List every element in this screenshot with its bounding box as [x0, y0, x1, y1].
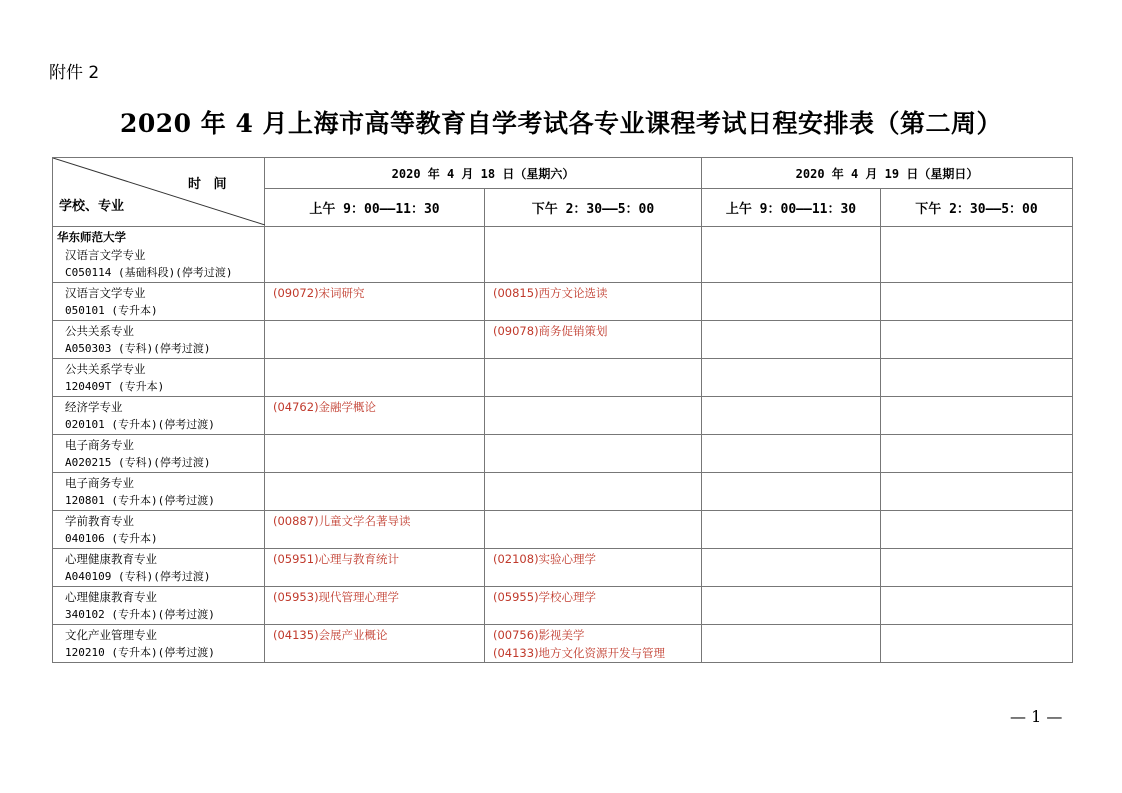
course-cell	[881, 283, 1073, 321]
program-name: 经济学专业	[65, 400, 123, 414]
course-cell	[881, 473, 1073, 511]
program-code: 120801 (专升本)(停考过渡)	[65, 494, 215, 507]
day2-am-header: 上午 9：00——11：30	[702, 189, 881, 227]
course-cell	[881, 511, 1073, 549]
course-cell	[881, 227, 1073, 283]
course-cell	[485, 359, 702, 397]
course-cell	[265, 227, 485, 283]
day1-header: 2020 年 4 月 18 日（星期六）	[265, 158, 702, 189]
program-name: 心理健康教育专业	[65, 590, 157, 604]
course-cell	[265, 549, 485, 587]
document-title: 2020 年 4 月上海市高等教育自学考试各专业课程考试日程安排表（第二周）	[119, 109, 1003, 138]
program-name: 公共关系学专业	[65, 362, 146, 376]
program-name: 公共关系专业	[65, 324, 134, 338]
course-cell	[265, 397, 485, 435]
table-row	[53, 549, 1073, 587]
course-cell	[702, 283, 881, 321]
program-name: 汉语言文学专业	[65, 248, 146, 262]
program-code: C050114 (基础科段)(停考过渡)	[65, 266, 233, 279]
table-row	[53, 511, 1073, 549]
program-cell	[53, 511, 265, 549]
program-cell	[53, 359, 265, 397]
table-row	[53, 397, 1073, 435]
course-cell	[485, 397, 702, 435]
course-cell	[265, 625, 485, 663]
course-cell	[702, 511, 881, 549]
course-entry: (05953)现代管理心理学	[273, 590, 400, 604]
schedule-table	[52, 157, 1073, 663]
course-cell	[881, 321, 1073, 359]
program-cell	[53, 587, 265, 625]
program-cell	[53, 549, 265, 587]
program-code: A020215 (专科)(停考过渡)	[65, 456, 211, 469]
course-entry: (04133)地方文化资源开发与管理	[493, 646, 666, 660]
day1-pm-header: 下午 2：30——5：00	[485, 189, 702, 227]
course-cell	[881, 435, 1073, 473]
program-name: 电子商务专业	[65, 476, 134, 490]
course-cell	[265, 359, 485, 397]
program-code: 120210 (专升本)(停考过渡)	[65, 646, 215, 659]
diagonal-divider	[53, 158, 265, 225]
day2-header: 2020 年 4 月 19 日（星期日）	[702, 158, 1073, 189]
table-row	[53, 435, 1073, 473]
university-name: 华东师范大学	[57, 230, 126, 244]
course-entry: (00815)西方文论选读	[493, 286, 608, 300]
course-cell	[702, 397, 881, 435]
course-cell	[702, 321, 881, 359]
program-name: 学前教育专业	[65, 514, 134, 528]
course-cell	[485, 435, 702, 473]
table-row	[53, 227, 1073, 283]
course-cell	[485, 625, 702, 663]
course-cell	[702, 549, 881, 587]
program-code: 340102 (专升本)(停考过渡)	[65, 608, 215, 621]
program-code: A050303 (专科)(停考过渡)	[65, 342, 211, 355]
program-code: 120409T (专升本)	[65, 380, 165, 393]
course-cell	[265, 283, 485, 321]
course-cell	[485, 587, 702, 625]
table-row	[53, 359, 1073, 397]
program-code: 040106 (专升本)	[65, 532, 158, 545]
attachment-label: 附件 2	[49, 63, 100, 83]
course-cell	[881, 549, 1073, 587]
course-cell	[485, 549, 702, 587]
course-cell	[702, 227, 881, 283]
course-entry: (00756)影视美学	[493, 628, 585, 642]
program-cell	[53, 397, 265, 435]
course-cell	[881, 587, 1073, 625]
course-cell	[265, 435, 485, 473]
course-entry: (04762)金融学概论	[273, 400, 377, 414]
table-row	[53, 587, 1073, 625]
program-cell	[53, 473, 265, 511]
program-cell	[53, 435, 265, 473]
course-entry: (05951)心理与教育统计	[273, 552, 400, 566]
course-entry: (02108)实验心理学	[493, 552, 597, 566]
page-number: — 1 —	[1010, 707, 1063, 726]
course-cell	[881, 397, 1073, 435]
program-code: 020101 (专升本)(停考过渡)	[65, 418, 215, 431]
program-cell	[53, 283, 265, 321]
table-row	[53, 321, 1073, 359]
course-entry: (05955)学校心理学	[493, 590, 597, 604]
corner-header-cell	[53, 158, 265, 227]
course-entry: (09072)宋词研究	[273, 286, 365, 300]
corner-time-label: 时 间	[188, 177, 231, 192]
day1-am-header: 上午 9：00——11：30	[265, 189, 485, 227]
course-cell	[265, 321, 485, 359]
course-cell	[485, 283, 702, 321]
course-cell	[702, 625, 881, 663]
program-name: 电子商务专业	[65, 438, 134, 452]
course-entry: (04135)会展产业概论	[273, 628, 388, 642]
course-cell	[265, 473, 485, 511]
program-cell	[53, 227, 265, 283]
course-entry: (09078)商务促销策划	[493, 324, 608, 338]
day2-pm-header: 下午 2：30——5：00	[881, 189, 1073, 227]
program-name: 心理健康教育专业	[65, 552, 157, 566]
program-cell	[53, 321, 265, 359]
course-cell	[702, 359, 881, 397]
course-cell	[881, 625, 1073, 663]
table-row	[53, 625, 1073, 663]
course-cell	[702, 587, 881, 625]
table-row	[53, 283, 1073, 321]
course-cell	[881, 359, 1073, 397]
program-name: 汉语言文学专业	[65, 286, 146, 300]
course-cell	[702, 435, 881, 473]
course-entry: (00887)儿童文学名著导读	[273, 514, 411, 528]
course-cell	[702, 473, 881, 511]
course-cell	[485, 511, 702, 549]
course-cell	[265, 587, 485, 625]
program-code: A040109 (专科)(停考过渡)	[65, 570, 211, 583]
corner-school-label: 学校、专业	[59, 199, 125, 214]
course-cell	[485, 227, 702, 283]
course-cell	[485, 321, 702, 359]
course-cell	[485, 473, 702, 511]
program-name: 文化产业管理专业	[65, 628, 157, 642]
course-cell	[265, 511, 485, 549]
table-row	[53, 473, 1073, 511]
program-cell	[53, 625, 265, 663]
program-code: 050101 (专升本)	[65, 304, 158, 317]
